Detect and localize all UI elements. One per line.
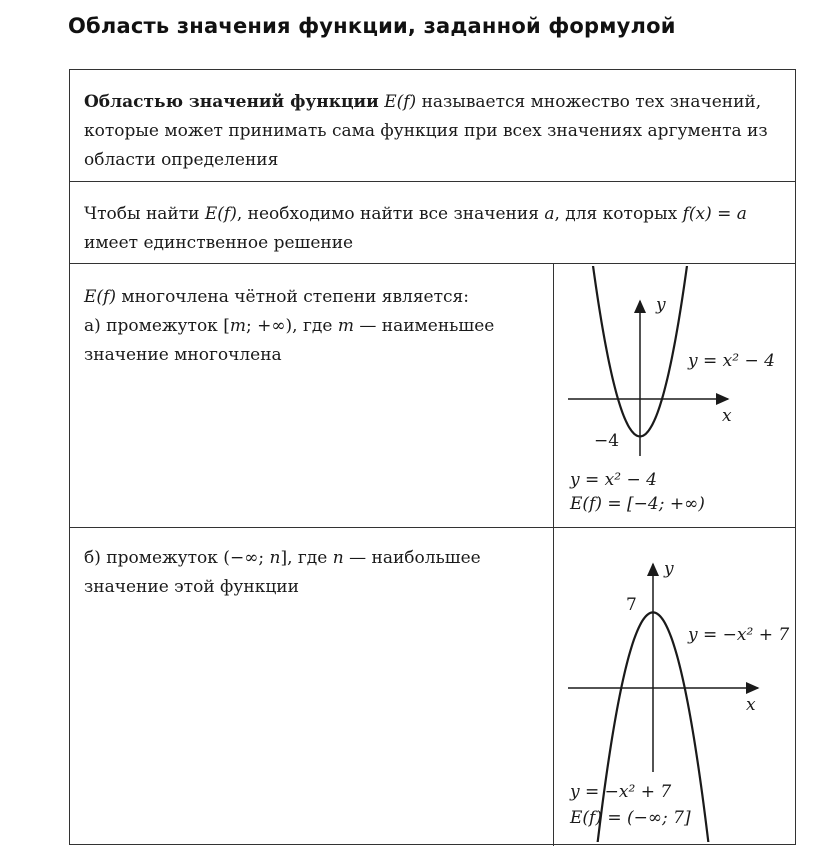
case-b-cell bbox=[84, 544, 554, 602]
how-to-text: Чтобы найти bbox=[84, 204, 200, 224]
case-b-text: ], где bbox=[280, 548, 328, 568]
caption-text: E(f) = (−∞; 7] bbox=[570, 808, 691, 828]
how-to-symbol: a bbox=[544, 204, 555, 224]
page-title: Область значения функции, заданной формулой bbox=[68, 14, 676, 38]
case-a-text: а) промежуток [ bbox=[84, 316, 230, 336]
row-divider bbox=[70, 263, 795, 264]
case-a-text: ; +∞), где bbox=[245, 316, 333, 336]
y-axis-label: y bbox=[656, 295, 666, 315]
how-to-cell bbox=[84, 200, 784, 258]
how-to-symbol: E(f) bbox=[204, 204, 237, 224]
case-b-symbol: n bbox=[332, 548, 344, 568]
graph-a-range-caption bbox=[570, 492, 705, 516]
x-axis-label: x bbox=[722, 406, 732, 426]
definition-cell bbox=[84, 88, 784, 175]
definition-symbol: E(f) bbox=[384, 92, 417, 112]
case-a-cell bbox=[84, 283, 554, 370]
caption-text: E(f) = [−4; +∞) bbox=[570, 494, 705, 514]
y-axis-label: y bbox=[664, 559, 674, 579]
case-a-text: многочлена чётной степени является: bbox=[121, 287, 469, 307]
how-to-symbol: f(x) = a bbox=[682, 204, 747, 224]
curve-label: y = −x² + 7 bbox=[688, 625, 790, 645]
how-to-text: имеет единственное решение bbox=[84, 233, 354, 253]
how-to-text: , для которых bbox=[554, 204, 678, 224]
caption-text: y = −x² + 7 bbox=[570, 782, 672, 802]
case-a-symbol: E(f) bbox=[84, 287, 116, 307]
curve-label: y = x² − 4 bbox=[688, 351, 775, 371]
definition-text: называется множество тех значений, которые может принимать сама функция при всех значениях аргумента из области определения bbox=[84, 92, 768, 170]
row-divider bbox=[70, 181, 795, 182]
case-b-text: б) промежуток (−∞; bbox=[84, 548, 265, 568]
case-b-symbol: n bbox=[269, 548, 281, 568]
how-to-text: , необходимо найти все значения bbox=[236, 204, 539, 224]
caption-text: y = x² − 4 bbox=[570, 470, 657, 490]
x-axis-label: x bbox=[746, 695, 756, 715]
case-a-symbol: m bbox=[229, 316, 246, 336]
case-a-symbol: m bbox=[337, 316, 354, 336]
case-a-text: — наименьшее значение многочлена bbox=[84, 316, 495, 365]
minimum-label: −4 bbox=[594, 431, 620, 451]
graph-b-formula-caption bbox=[570, 780, 671, 804]
maximum-label: 7 bbox=[626, 595, 637, 615]
graph-a-formula-caption bbox=[570, 468, 657, 492]
graph-b-range-caption bbox=[570, 806, 691, 830]
definition-lead: Областью значений функции bbox=[84, 92, 379, 112]
case-b-text: — наибольшее значение этой функции bbox=[84, 548, 481, 597]
info-table bbox=[69, 69, 796, 845]
